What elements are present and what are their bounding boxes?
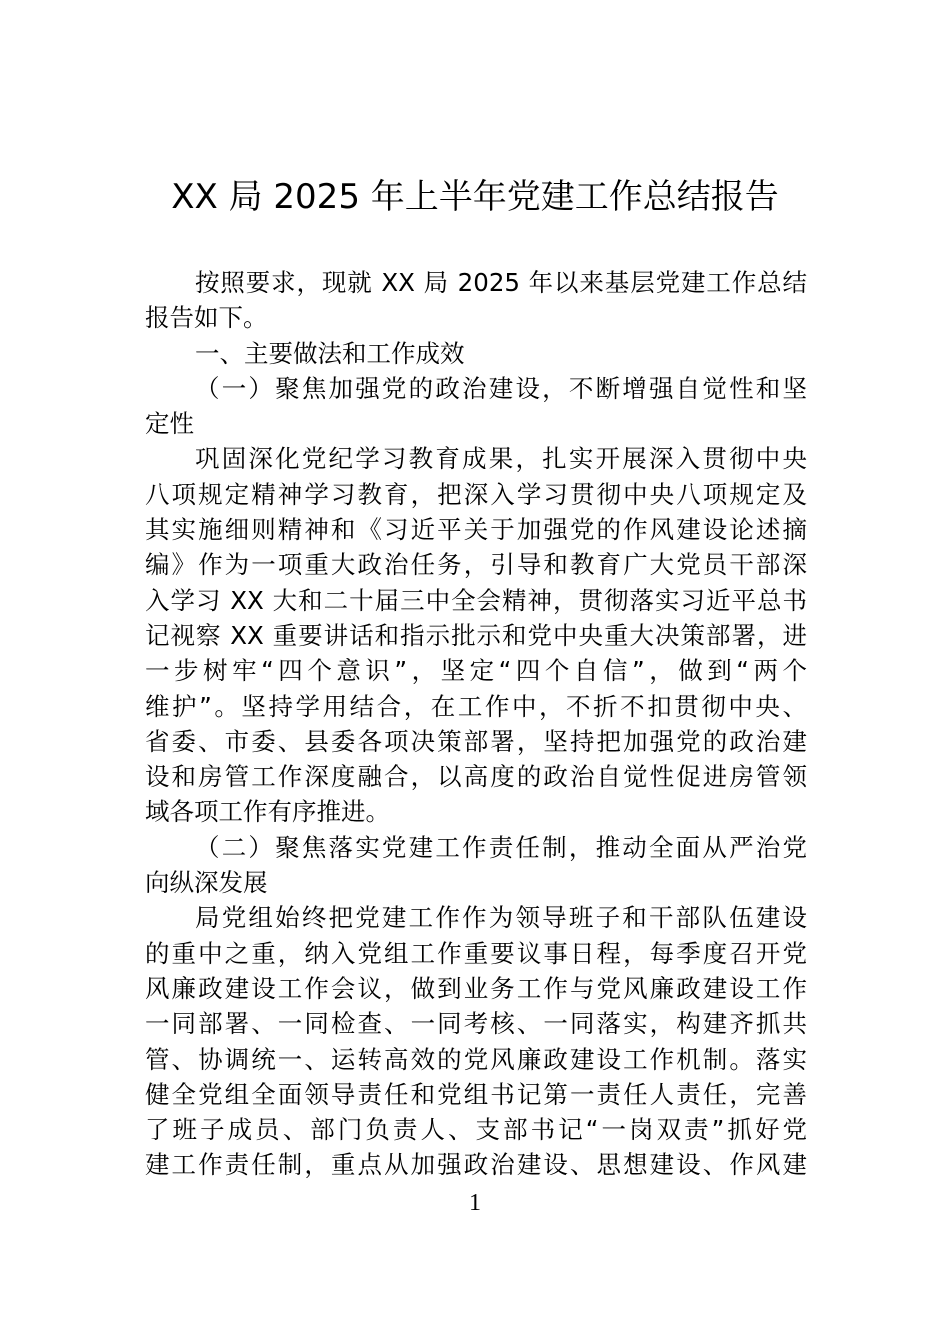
heading-line: （一）聚焦加强党的政治建设，不断增强自觉性和坚 — [195, 373, 807, 403]
text-line: 报告如下。 — [145, 303, 268, 333]
body-paragraph — [145, 441, 807, 829]
text-line: 一步树牢“四个意识”，坚定“四个自信”，做到“两个 — [145, 656, 807, 686]
document-body — [145, 265, 807, 1183]
text-line: 维护”。坚持学用结合，在工作中，不折不扣贯彻中央、 — [145, 691, 807, 721]
text-line: 编》作为一项重大政治任务，引导和教育广大党员干部深 — [145, 550, 807, 580]
section-heading-1 — [145, 336, 807, 371]
text-line: 入学习 XX 大和二十届三中全会精神，贯彻落实习近平总书 — [145, 585, 807, 615]
text-line: 按照要求，现就 XX 局 2025 年以来基层党建工作总结 — [195, 268, 807, 297]
text-line: 管、协调统一、运转高效的党风廉政建设工作机制。落实 — [145, 1044, 807, 1074]
text-line: 建工作责任制，重点从加强政治建设、思想建设、作风建 — [145, 1150, 807, 1180]
intro-paragraph — [145, 265, 807, 336]
text-line: 八项规定精神学习教育，把深入学习贯彻中央八项规定及 — [145, 479, 807, 509]
document-title: XX 局 2025 年上半年党建工作总结报告 — [171, 177, 779, 217]
text-line: 了班子成员、部门负责人、支部书记“一岗双责”抓好党 — [145, 1115, 807, 1145]
heading-line: 向纵深发展 — [145, 868, 268, 898]
subsection-heading-2 — [145, 830, 807, 901]
text-line: 健全党组全面领导责任和党组书记第一责任人责任，完善 — [145, 1079, 807, 1109]
text-line: 其实施细则精神和《习近平关于加强党的作风建设论述摘 — [145, 515, 807, 545]
text-line: 的重中之重，纳入党组工作重要议事日程，每季度召开党 — [145, 938, 807, 968]
text-line: 设和房管工作深度融合，以高度的政治自觉性促进房管领 — [145, 762, 807, 792]
text-line: 风廉政建设工作会议，做到业务工作与党风廉政建设工作 — [145, 973, 807, 1003]
text-line: 记视察 XX 重要讲话和指示批示和党中央重大决策部署，进 — [145, 620, 807, 650]
text-line: 省委、市委、县委各项决策部署，坚持把加强党的政治建 — [145, 726, 807, 756]
heading-line: 一、主要做法和工作成效 — [195, 338, 465, 368]
text-line: 域各项工作有序推进。 — [145, 797, 390, 827]
text-line: 一同部署、一同检查、一同考核、一同落实，构建齐抓共 — [145, 1009, 807, 1039]
body-paragraph — [145, 900, 807, 1182]
heading-line: （二）聚焦落实党建工作责任制，推动全面从严治党 — [195, 832, 807, 862]
text-line: 巩固深化党纪学习教育成果，扎实开展深入贯彻中央 — [195, 444, 807, 474]
heading-line: 定性 — [145, 409, 194, 439]
text-line: 局党组始终把党建工作作为领导班子和干部队伍建设 — [195, 903, 807, 933]
subsection-heading-1 — [145, 371, 807, 442]
page-number: 1 — [469, 1190, 481, 1216]
